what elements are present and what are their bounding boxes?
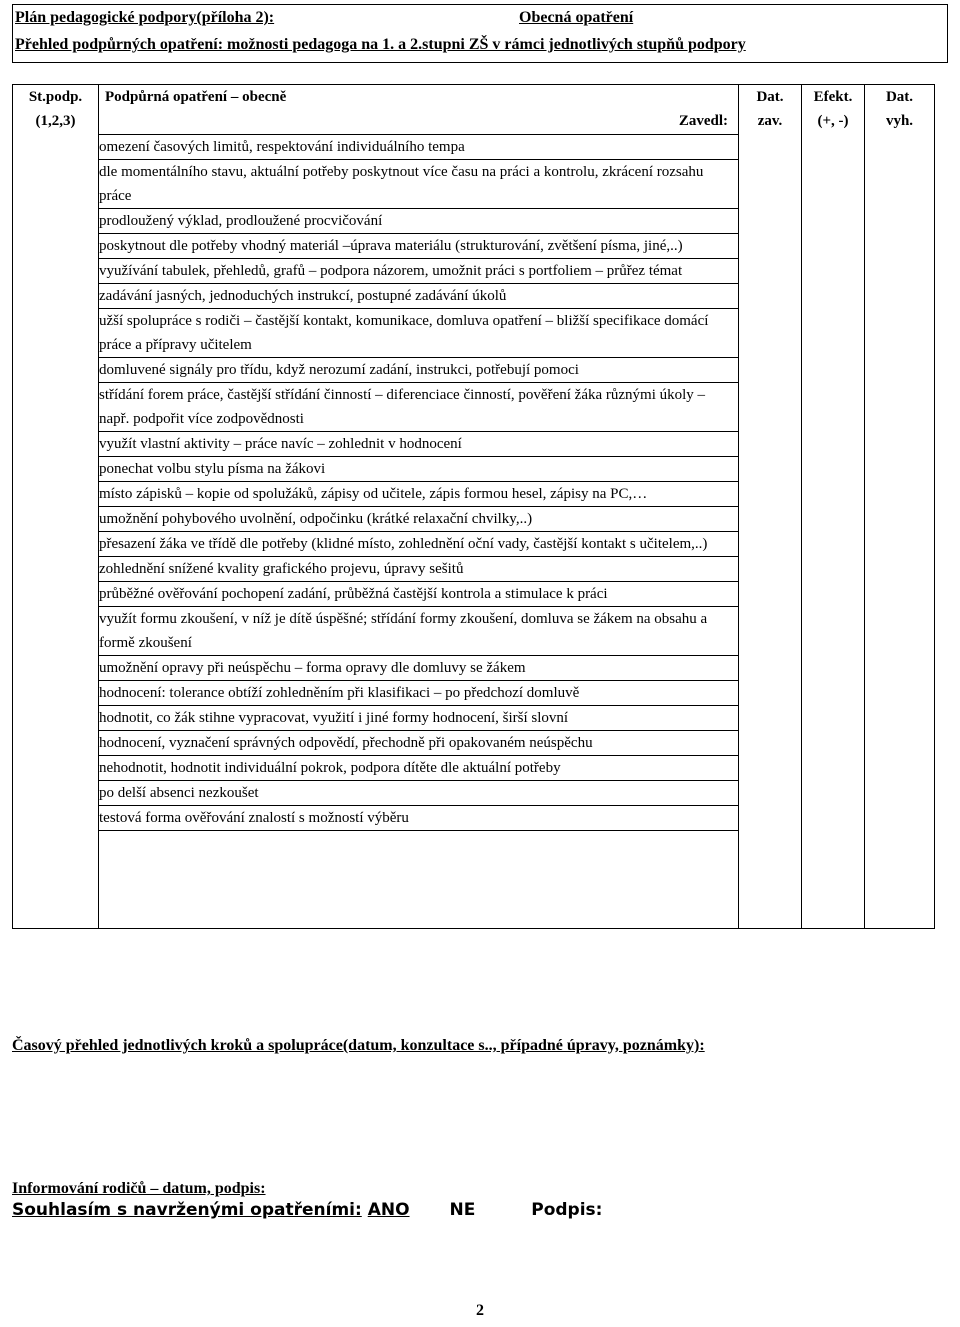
- measure-item[interactable]: poskytnout dle potřeby vhodný materiál –úprava materiálu (strukturování, zvětšení písma, jiné,..): [99, 234, 739, 259]
- date-introduced-sub: zav.: [757, 113, 783, 129]
- blank-cell[interactable]: [99, 831, 739, 929]
- effect-column[interactable]: [802, 85, 865, 929]
- effect-header: Efekt.: [813, 89, 853, 105]
- overview-title: Přehled podpůrných opatření: možnosti pedagoga na 1. a 2.stupni ZŠ v rámci jednotlivých stupňů podpory: [15, 36, 746, 53]
- date-evaluated-header: Dat.: [885, 89, 914, 105]
- measure-item[interactable]: omezení časových limitů, respektování individuálního tempa: [99, 135, 739, 160]
- introduced-by-label: Zavedl:: [678, 113, 728, 129]
- support-level-range: (1,2,3): [35, 113, 76, 129]
- measure-item[interactable]: testová forma ověřování znalostí s možností výběru: [99, 806, 739, 831]
- measure-item[interactable]: hodnotit, co žák stihne vypracovat, využití i jiné formy hodnocení, širší slovní: [99, 706, 739, 731]
- measure-item[interactable]: ponechat volbu stylu písma na žákovi: [99, 457, 739, 482]
- measure-item[interactable]: přesazení žáka ve třídě dle potřeby (klidné místo, zohlednění oční vady, častější kontakt s učitelem,..): [99, 532, 739, 557]
- date-evaluated-column[interactable]: [865, 85, 935, 929]
- measure-item[interactable]: umožnění pohybového uvolnění, odpočinku (krátké relaxační chvilky,..): [99, 507, 739, 532]
- date-introduced-header: Dat.: [756, 89, 784, 105]
- measure-item[interactable]: nehodnotit, hodnotit individuální pokrok, podpora dítěte dle aktuální potřeby: [99, 756, 739, 781]
- support-level-header: St.podp.: [28, 89, 83, 105]
- measure-item[interactable]: domluvené signály pro třídu, když nerozumí zadání, instrukci, potřebují pomoci: [99, 358, 739, 383]
- measure-item[interactable]: po delší absenci nezkoušet: [99, 781, 739, 806]
- timeline-title: Časový přehled jednotlivých kroků a spolupráce(datum, konzultace s.., případné úpravy, poznámky):: [12, 1037, 705, 1054]
- measure-item[interactable]: umožnění opravy při neúspěchu – forma opravy dle domluvy se žákem: [99, 656, 739, 681]
- consent-no-option[interactable]: NE: [449, 1200, 476, 1220]
- measures-header-cell: [99, 85, 739, 135]
- measure-item[interactable]: prodloužený výklad, prodloužené procvičování: [99, 209, 739, 234]
- measures-header: Podpůrná opatření – obecně: [105, 89, 287, 105]
- measure-item[interactable]: hodnocení, vyznačení správných odpovědí, přechodně při opakovaném neúspěchu: [99, 731, 739, 756]
- section-title: Obecná opatření: [519, 9, 634, 26]
- page-number: 2: [476, 1302, 484, 1319]
- date-introduced-column[interactable]: [739, 85, 802, 929]
- measure-item[interactable]: využívání tabulek, přehledů, grafů – podpora názorem, umožnit práci s portfoliem – průřez témat: [99, 259, 739, 284]
- measure-item[interactable]: využít vlastní aktivity – práce navíc – zohlednit v hodnocení: [99, 432, 739, 457]
- parent-info-title: Informování rodičů – datum, podpis:: [12, 1180, 266, 1197]
- measure-item[interactable]: užší spolupráce s rodiči – častější kontakt, komunikace, domluva opatření – bližší specifikace domácí práce a přípravy učitelem: [99, 309, 739, 358]
- consent-label: Souhlasím s navrženými opatřeními:: [12, 1200, 362, 1220]
- signature-label: Podpis:: [531, 1200, 603, 1220]
- measures-table: [12, 84, 935, 929]
- measure-item[interactable]: hodnocení: tolerance obtíží zohledněním při klasifikaci – po předchozí domluvě: [99, 681, 739, 706]
- measure-item[interactable]: využít formu zkoušení, v níž je dítě úspěšné; střídání formy zkoušení, domluva se žákem na obsahu a formě zkoušení: [99, 607, 739, 656]
- table-header-row: [13, 85, 935, 135]
- date-evaluated-sub: vyh.: [885, 113, 914, 129]
- measure-item[interactable]: střídání forem práce, častější střídání činností – diferenciace činností, pověření žáka různými úkoly – např. podpořit více zodpovědnosti: [99, 383, 739, 432]
- plan-title: Plán pedagogické podpory(příloha 2):: [15, 9, 275, 26]
- measure-item[interactable]: zohlednění snížené kvality grafického projevu, úpravy sešitů: [99, 557, 739, 582]
- measure-item[interactable]: dle momentálního stavu, aktuální potřeby poskytnout více času na práci a kontrolu, zkrácení rozsahu práce: [99, 160, 739, 209]
- measure-item[interactable]: průběžné ověřování pochopení zadání, průběžná častější kontrola a stimulace k práci: [99, 582, 739, 607]
- consent-yes-option[interactable]: ANO: [367, 1200, 410, 1220]
- measure-item[interactable]: zadávání jasných, jednoduchých instrukcí, postupné zadávání úkolů: [99, 284, 739, 309]
- effect-sub: (+, -): [817, 113, 849, 129]
- support-level-column[interactable]: [13, 85, 99, 929]
- consent-line: [12, 1200, 602, 1220]
- document-header: [12, 4, 948, 63]
- measure-item[interactable]: místo zápisků – kopie od spolužáků, zápisy od učitele, zápis formou hesel, zápisy na PC,…: [99, 482, 739, 507]
